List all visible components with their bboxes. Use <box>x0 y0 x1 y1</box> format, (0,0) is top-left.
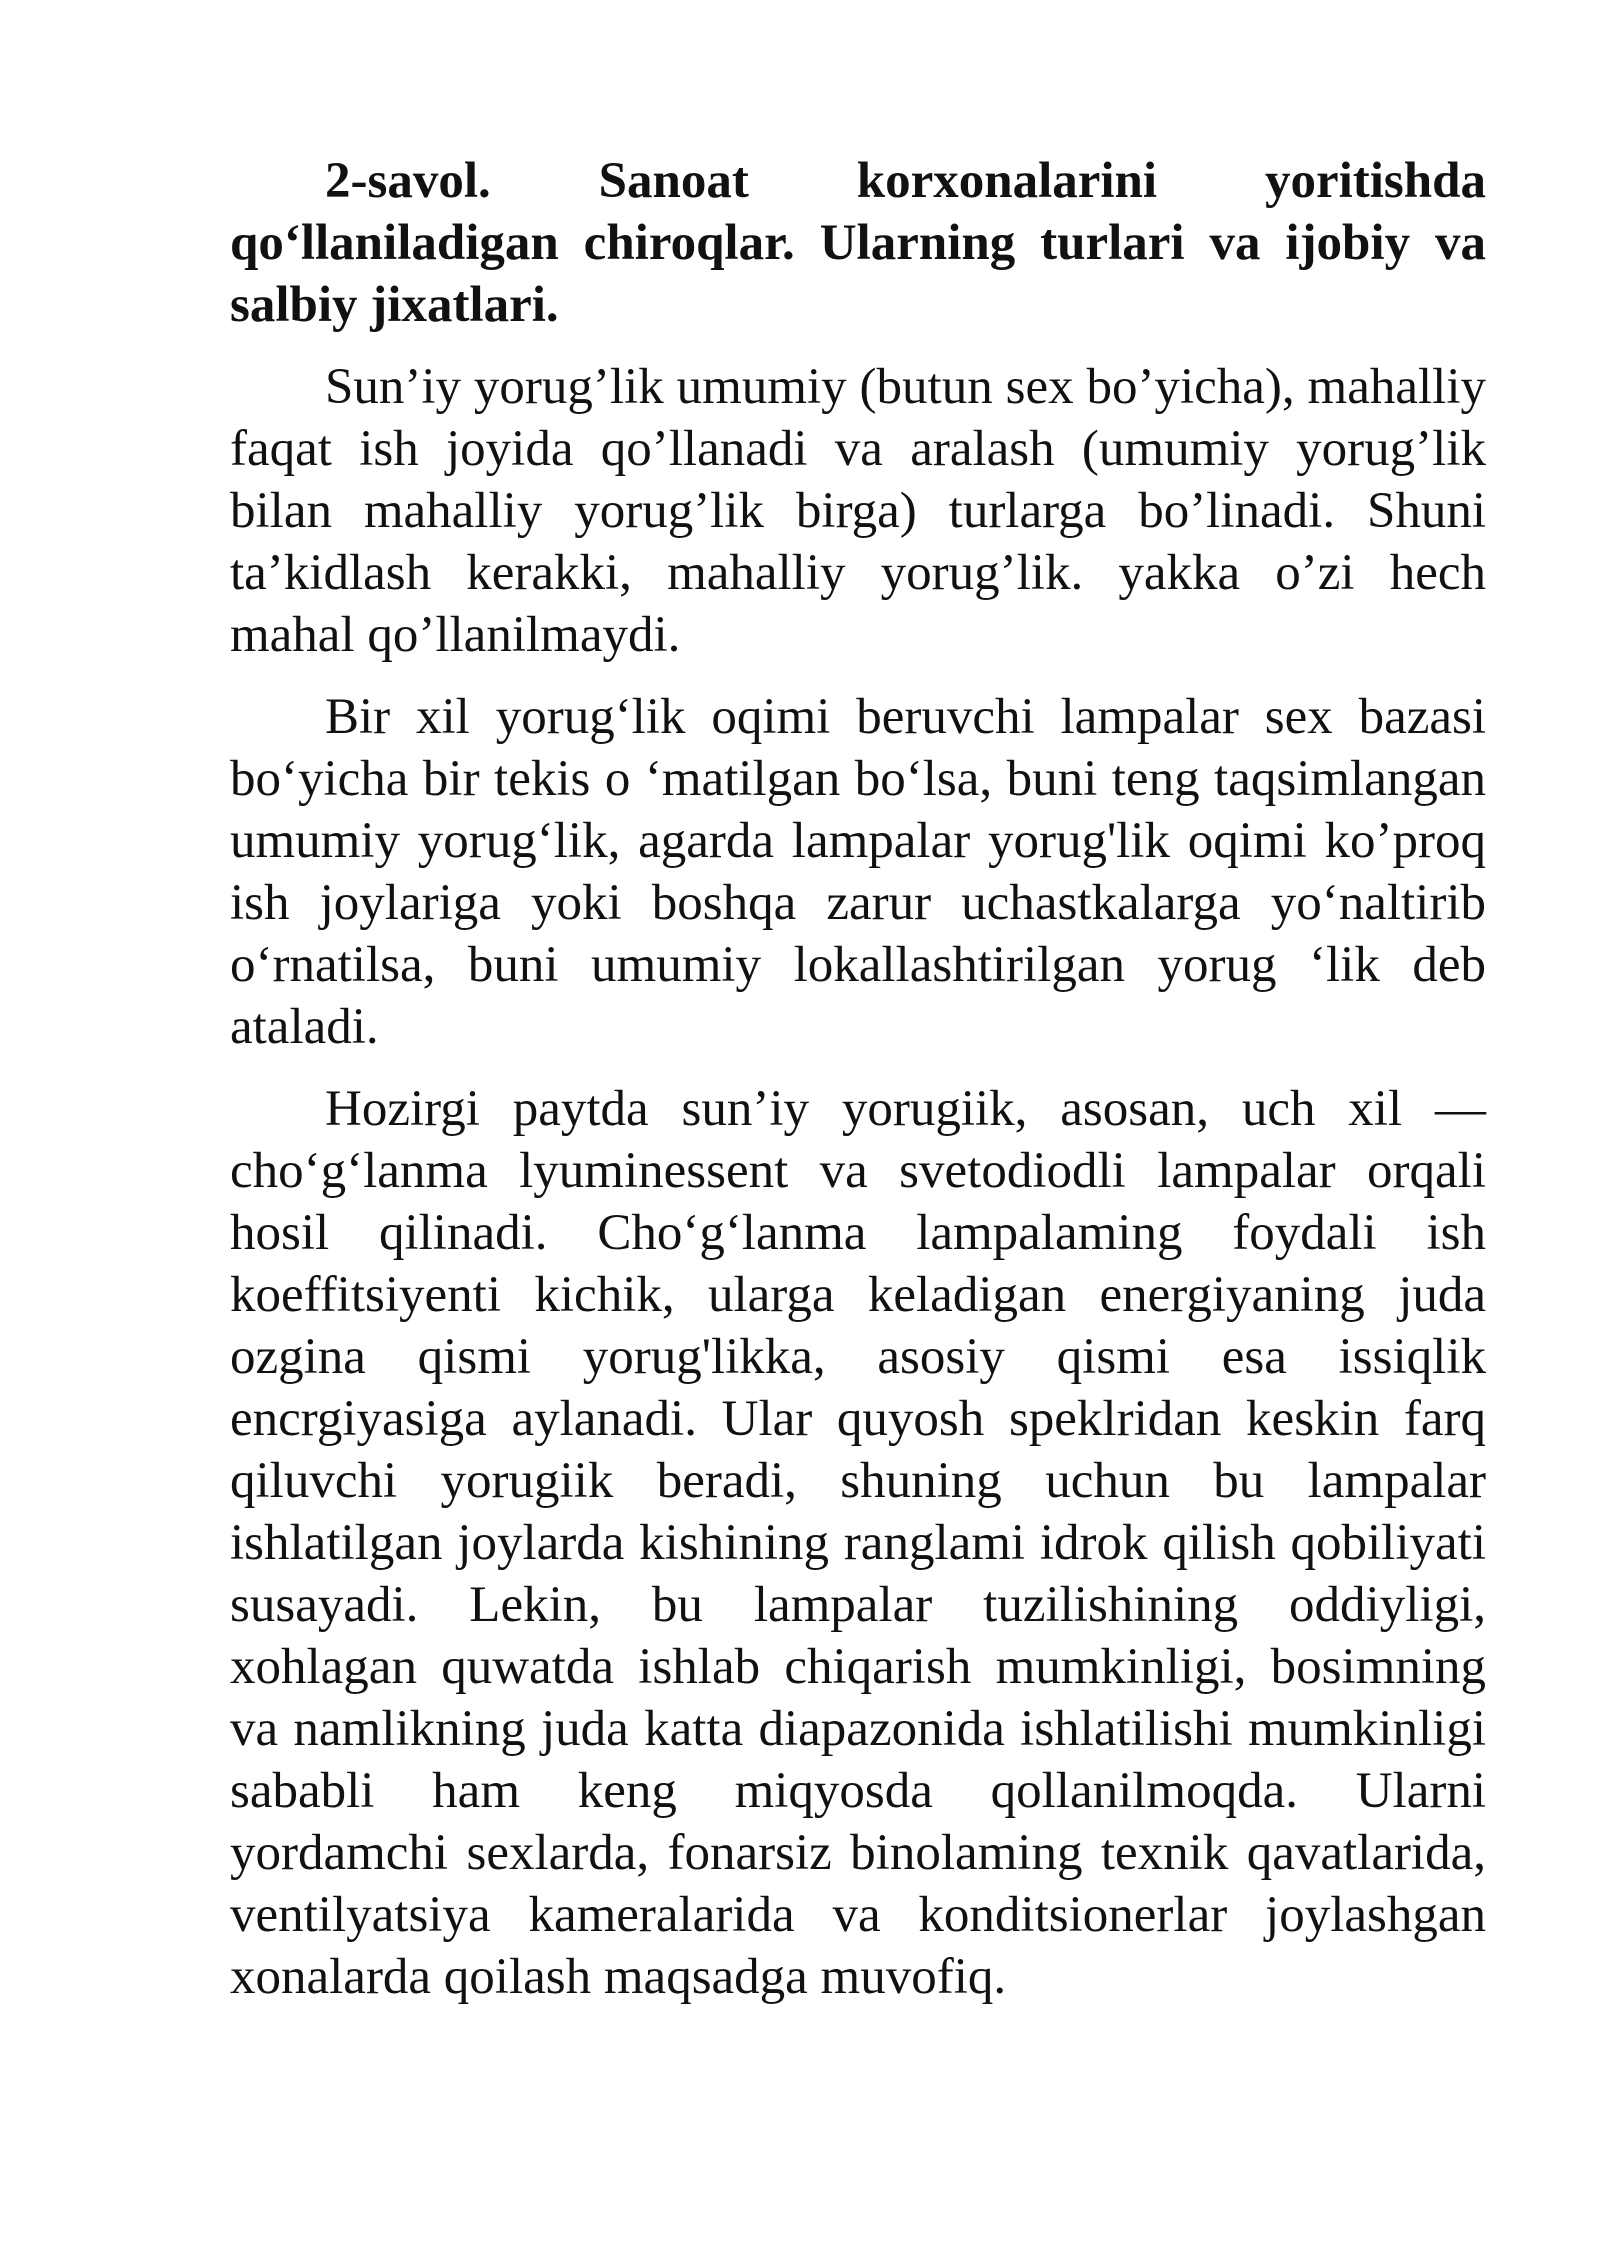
paragraph-lamp-types: Hozirgi paytda sun’iy yorugiik, asosan, uch xil — cho‘g‘lanma lyuminessent va svetodiodli lampalar orqali hosil qilinadi. Cho‘g‘lanma lampalaming foydali ish koeffitsiyenti kichik, ularga keladigan energiyaning juda ozgina qismi yorug'likka, asosiy qismi esa issiqlik encrgiyasiga aylanadi. Ular quyosh speklridan keskin farq qiluvchi yorugiik beradi, shuning uchun bu lampalar ishlatilgan joylarda kishining ranglami idrok qilish qobiliyati susayadi. Lekin, bu lampalar tuzilishining oddiyligi, xohlagan quwatda ishlab chiqarish mumkinligi, bosimning va namlikning juda katta diapazonida ishlatilishi mumkinligi sababli ham keng miqyosda qollanilmoqda. Ularni yordamchi sexlarda, fonarsiz binolaming texnik qavatlarida, ventilyatsiya kameralarida va konditsionerlar joylashgan xonalarda qoilash maqsadga muvofiq. <box>230 1081 1486 2005</box>
question-heading: 2-savol. Sanoat korxonalarini yoritishda qo‘llaniladigan chiroqlar. Ularning turlari va ijobiy va salbiy jixatlari. <box>230 153 1486 333</box>
paragraph-artificial-light-types: Sun’iy yorug’lik umumiy (butun sex bo’yicha), mahalliy faqat ish joyida qo’llanadi va aralash (umumiy yorug’lik bilan mahalliy yorug’lik birga) turlarga bo’linadi. Shuni ta’kidlash kerakki, mahalliy yorug’lik. yakka o’zi hech mahal qo’llanilmaydi. <box>230 359 1486 663</box>
document-page <box>230 150 1486 2028</box>
paragraph-uniform-lighting: Bir xil yorug‘lik oqimi beruvchi lampalar sex bazasi bo‘yicha bir tekis o ‘matilgan bo‘lsa, buni teng taqsimlangan umumiy yorug‘lik, agarda lampalar yorug'lik oqimi ko’proq ish joylariga yoki boshqa zarur uchastkalarga yo‘naltirib o‘rnatilsa, buni umumiy lokallashtirilgan yorug ‘lik deb ataladi. <box>230 689 1486 1055</box>
